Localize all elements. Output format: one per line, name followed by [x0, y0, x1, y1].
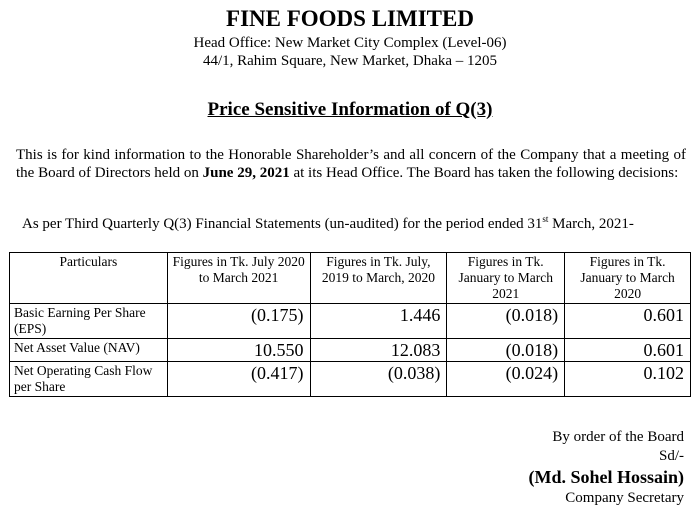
cell-value: 1.446: [310, 304, 447, 339]
cell-value: 10.550: [167, 339, 310, 362]
cell-value: (0.018): [447, 304, 565, 339]
row-label: Net Asset Value (NAV): [10, 339, 168, 362]
cell-value: (0.175): [167, 304, 310, 339]
row-label: Net Operating Cash Flow per Share: [10, 362, 168, 397]
col-header: Figures in Tk. January to March 2020: [565, 253, 691, 304]
cell-value: 0.102: [565, 362, 691, 397]
meeting-date: June 29, 2021: [202, 165, 290, 181]
cell-value: (0.038): [310, 362, 447, 397]
intro-text: March, 2021-: [548, 216, 634, 232]
col-header: Figures in Tk. July 2020 to March 2021: [167, 253, 310, 304]
cell-value: (0.417): [167, 362, 310, 397]
table-row: [10, 304, 691, 339]
company-name: FINE FOODS LIMITED: [226, 6, 474, 31]
para-text: This is for kind information to the Honorable Shareholder’s and all concern of the Company that a meeting of the Board of Directors held on: [16, 147, 686, 181]
cell-value: (0.024): [447, 362, 565, 397]
address-line-1: Head Office: New Market City Complex (Level-06): [193, 35, 507, 51]
table-row: [10, 362, 691, 397]
intro-text: As per Third Quarterly Q(3) Financial Statements (un-audited) for the period ended 31: [22, 216, 543, 232]
cell-value: 0.601: [565, 304, 691, 339]
signer-name: (Md. Sohel Hossain): [528, 467, 684, 487]
signature-block: [528, 428, 684, 508]
col-header: Figures in Tk. July, 2019 to March, 2020: [310, 253, 447, 304]
row-label: Basic Earning Per Share (EPS): [10, 304, 168, 339]
cell-value: 12.083: [310, 339, 447, 362]
para-text: at its Head Office. The Board has taken the following decisions:: [289, 165, 679, 181]
cell-value: 0.601: [565, 339, 691, 362]
table-header-row: [10, 253, 691, 304]
signer-designation: Company Secretary: [565, 490, 684, 506]
cell-value: (0.018): [447, 339, 565, 362]
address-line-2: 44/1, Rahim Square, New Market, Dhaka – 1205: [202, 53, 498, 69]
financial-table: [9, 252, 691, 397]
col-header: Figures in Tk. January to March 2021: [447, 253, 565, 304]
col-header: Particulars: [10, 253, 168, 304]
document-title: Price Sensitive Information of Q(3): [207, 99, 493, 120]
statement-intro: [22, 214, 634, 233]
signed-mark: Sd/-: [658, 448, 684, 464]
table-row: [10, 339, 691, 362]
by-order: By order of the Board: [552, 429, 684, 445]
intro-sup: st: [542, 214, 549, 224]
intro-paragraph: [16, 146, 686, 182]
